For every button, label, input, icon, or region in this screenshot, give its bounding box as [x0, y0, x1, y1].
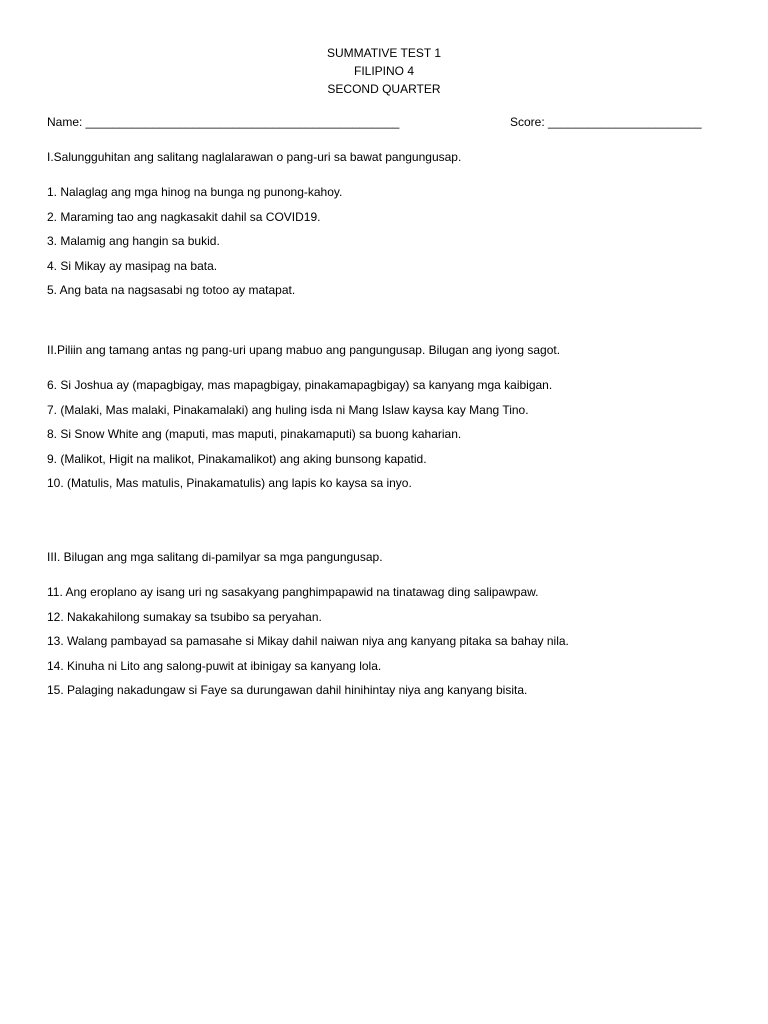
section2-instruction: II.Piliin ang tamang antas ng pang-uri upang mabuo ang pangungusap. Bilugan ang iyong sagot. — [47, 343, 561, 357]
question-item: 8. Si Snow White ang (maputi, mas maputi, pinakamaputi) sa buong kaharian. — [47, 427, 462, 441]
question-item: 4. Si Mikay ay masipag na bata. — [47, 259, 218, 273]
question-item: 14. Kinuha ni Lito ang salong-puwit at ibinigay sa kanyang lola. — [47, 659, 382, 673]
question-item: 12. Nakakahilong sumakay sa tsubibo sa peryahan. — [47, 610, 322, 624]
question-item: 2. Maraming tao ang nagkasakit dahil sa COVID19. — [47, 210, 321, 224]
question-item: 6. Si Joshua ay (mapagbigay, mas mapagbigay, pinakamapagbigay) sa kanyang mga kaibigan. — [47, 378, 553, 392]
question-item: 7. (Malaki, Mas malaki, Pinakamalaki) ang huling isda ni Mang Islaw kaysa kay Mang Tino. — [47, 403, 529, 417]
section1-instruction: I.Salungguhitan ang salitang naglalarawan o pang-uri sa bawat pangungusap. — [47, 150, 462, 164]
test-header — [0, 44, 768, 98]
subject-label: FILIPINO 4 — [353, 64, 415, 78]
question-item: 9. (Malikot, Higit na malikot, Pinakamalikot) ang aking bunsong kapatid. — [47, 452, 427, 466]
question-item: 11. Ang eroplano ay isang uri ng sasakyang panghimpapawid na tinatawag ding salipawpaw. — [47, 585, 539, 599]
section3-instruction: III. Bilugan ang mga salitang di-pamilyar sa mga pangungusap. — [47, 550, 383, 564]
question-item: 5. Ang bata na nagsasabi ng totoo ay matapat. — [47, 283, 296, 297]
question-item: 3. Malamig ang hangin sa bukid. — [47, 234, 220, 248]
question-item: 15. Palaging nakadungaw si Faye sa durungawan dahil hinihintay niya ang kanyang bisita. — [47, 683, 528, 697]
question-item: 1. Nalaglag ang mga hinog na bunga ng punong-kahoy. — [47, 185, 343, 199]
question-item: 13. Walang pambayad sa pamasahe si Mikay dahil naiwan niya ang kanyang pitaka sa bahay nila. — [47, 634, 569, 648]
test-title: SUMMATIVE TEST 1 — [326, 46, 442, 60]
name-field: Name: _______________________________________________ — [47, 115, 400, 129]
quarter-label: SECOND QUARTER — [327, 82, 441, 96]
score-field: Score: _______________________ — [510, 115, 702, 129]
question-item: 10. (Matulis, Mas matulis, Pinakamatulis) ang lapis ko kaysa sa inyo. — [47, 476, 412, 490]
